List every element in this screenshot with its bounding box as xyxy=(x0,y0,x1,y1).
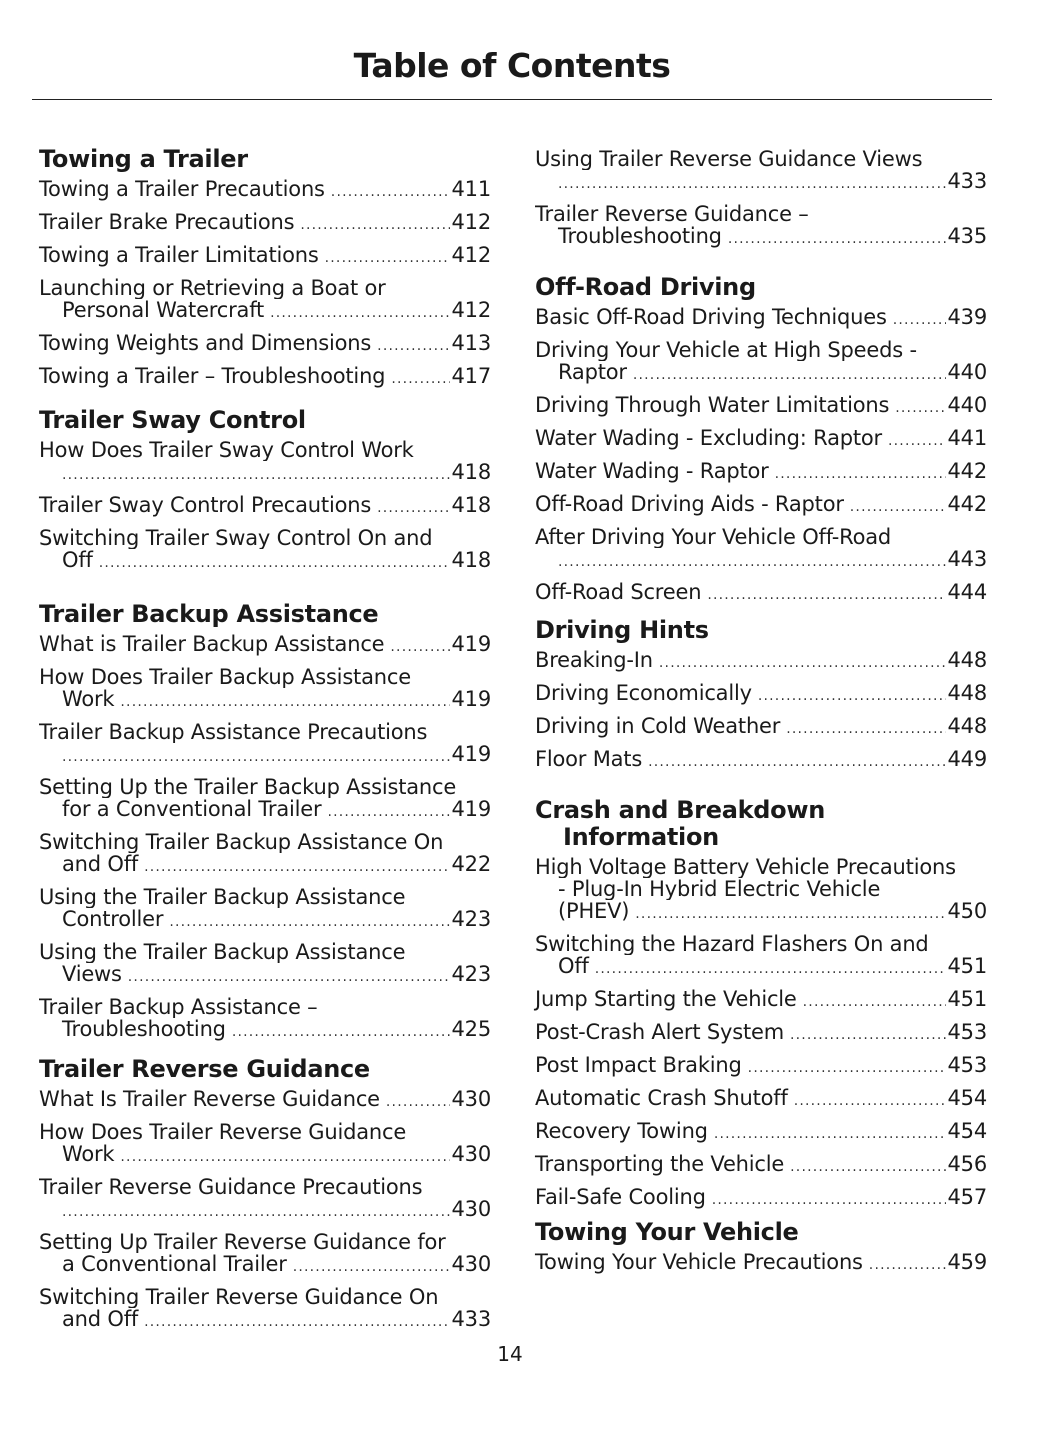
entry-title-line: Driving in Cold Weather xyxy=(535,714,781,738)
toc-entry[interactable] xyxy=(39,277,491,324)
toc-entry[interactable] xyxy=(535,988,987,1013)
entry-title-line: Raptor xyxy=(558,360,627,384)
entry-page-number: 419 xyxy=(451,797,491,821)
dot-leader xyxy=(869,1254,946,1276)
entry-title-line: How Does Trailer Reverse Guidance xyxy=(39,1121,407,1143)
entry-title-line: Personal Watercraft xyxy=(62,298,265,322)
dot-leader xyxy=(120,1146,449,1168)
entry-title-line: Water Wading - Excluding: Raptor xyxy=(535,426,882,450)
entry-title-line: Work xyxy=(62,1142,115,1166)
entry-page-number: 439 xyxy=(947,305,987,329)
entry-title-line: What is Trailer Backup Assistance xyxy=(39,632,385,656)
toc-entry[interactable] xyxy=(535,1054,987,1079)
toc-entry[interactable] xyxy=(39,1176,491,1223)
dot-leader xyxy=(331,181,450,203)
toc-entry[interactable] xyxy=(535,649,987,674)
toc-entry[interactable] xyxy=(535,427,987,452)
toc-entry[interactable] xyxy=(535,493,987,518)
dot-leader xyxy=(635,903,945,925)
toc-entry[interactable] xyxy=(535,526,987,573)
toc-entry[interactable] xyxy=(39,494,491,519)
dot-leader xyxy=(325,247,450,269)
toc-entry[interactable] xyxy=(39,1088,491,1113)
entry-title-line: Launching or Retrieving a Boat or xyxy=(39,277,386,299)
section-heading xyxy=(39,407,491,434)
toc-entry[interactable] xyxy=(39,776,491,823)
entry-page-number: 419 xyxy=(451,687,491,711)
entry-page-number: 443 xyxy=(947,547,987,571)
entry-title-line: - Plug-In Hybrid Electric Vehicle xyxy=(558,878,881,900)
entry-title-line: Off-Road Driving Aids - Raptor xyxy=(535,492,844,516)
toc-entry[interactable] xyxy=(535,1153,987,1178)
section-heading xyxy=(535,797,987,851)
entry-page-number: 448 xyxy=(947,648,987,672)
entry-title-line: Towing a Trailer – Troubleshooting xyxy=(39,364,386,388)
title-divider xyxy=(32,99,992,100)
toc-section xyxy=(535,274,987,614)
dot-leader xyxy=(62,464,450,486)
entry-page-number: 418 xyxy=(451,460,491,484)
toc-section xyxy=(39,601,491,1051)
entry-title-line: Trailer Reverse Guidance Precautions xyxy=(39,1176,423,1198)
dot-leader xyxy=(595,958,946,980)
entry-page-number: 412 xyxy=(451,210,491,234)
dot-leader xyxy=(648,751,945,773)
entry-page-number: 423 xyxy=(451,962,491,986)
entry-page-number: 440 xyxy=(947,393,987,417)
toc-entry[interactable] xyxy=(535,933,987,980)
toc-section xyxy=(39,146,491,398)
entry-title-line: Trailer Backup Assistance – xyxy=(39,996,318,1018)
entry-title-line: Transporting the Vehicle xyxy=(535,1152,785,1176)
page-title: Table of Contents xyxy=(353,46,671,85)
entry-title-line: Driving Through Water Limitations xyxy=(535,393,890,417)
entry-title-line: Floor Mats xyxy=(535,747,643,771)
toc-entry[interactable] xyxy=(535,748,987,773)
dot-leader xyxy=(790,1024,946,1046)
toc-entry[interactable] xyxy=(535,581,987,606)
dot-leader xyxy=(895,397,945,419)
entry-title-line: Off xyxy=(62,548,93,572)
entry-title-line: Post Impact Braking xyxy=(535,1053,742,1077)
toc-section xyxy=(39,1056,491,1341)
dot-leader xyxy=(169,911,449,933)
entry-page-number: 459 xyxy=(947,1250,987,1274)
toc-entry[interactable] xyxy=(535,148,987,195)
dot-leader xyxy=(120,691,449,713)
entry-title-line: Water Wading - Raptor xyxy=(535,459,769,483)
entry-page-number: 433 xyxy=(451,1307,491,1331)
entry-title-line: Controller xyxy=(62,907,164,931)
page-number: 14 xyxy=(497,1342,523,1366)
entry-title-line: High Voltage Battery Vehicle Precautions xyxy=(535,856,956,878)
entry-title-line: Recovery Towing xyxy=(535,1119,708,1143)
entry-title-line: a Conventional Trailer xyxy=(62,1252,287,1276)
section-heading-line: Towing a Trailer xyxy=(39,145,248,173)
entry-title-line: What Is Trailer Reverse Guidance xyxy=(39,1087,380,1111)
entry-page-number: 444 xyxy=(947,580,987,604)
dot-leader xyxy=(558,551,946,573)
entry-title-line: Using the Trailer Backup Assistance xyxy=(39,886,406,908)
dot-leader xyxy=(62,1201,450,1223)
dot-leader xyxy=(293,1256,450,1278)
entry-title-line: Switching the Hazard Flashers On and xyxy=(535,933,929,955)
toc-entry[interactable] xyxy=(535,203,987,250)
entry-page-number: 418 xyxy=(451,493,491,517)
toc-section xyxy=(39,407,491,582)
dot-leader xyxy=(633,364,946,386)
entry-title-line: Setting Up Trailer Reverse Guidance for xyxy=(39,1231,446,1253)
entry-page-number: 423 xyxy=(451,907,491,931)
dot-leader xyxy=(707,584,945,606)
section-heading xyxy=(39,601,491,628)
dot-leader xyxy=(850,496,946,518)
entry-title-line: Driving Your Vehicle at High Speeds - xyxy=(535,339,917,361)
toc-entry[interactable] xyxy=(39,211,491,236)
dot-leader xyxy=(391,368,449,390)
entry-title-line: Using Trailer Reverse Guidance Views xyxy=(535,148,923,170)
entry-title-line: Switching Trailer Reverse Guidance On xyxy=(39,1286,439,1308)
entry-title-line: Work xyxy=(62,687,115,711)
dot-leader xyxy=(377,497,449,519)
section-heading xyxy=(535,274,987,301)
entry-page-number: 430 xyxy=(451,1142,491,1166)
toc-section xyxy=(535,148,987,258)
entry-page-number: 454 xyxy=(947,1119,987,1143)
toc-entry[interactable] xyxy=(39,1231,491,1278)
dot-leader xyxy=(327,801,449,823)
toc-section xyxy=(535,797,987,1219)
entry-page-number: 453 xyxy=(947,1053,987,1077)
toc-entry[interactable] xyxy=(39,178,491,203)
entry-title-line: Views xyxy=(62,962,122,986)
entry-title-line: Off-Road Screen xyxy=(535,580,702,604)
dot-leader xyxy=(775,463,946,485)
dot-leader xyxy=(128,966,450,988)
entry-title-line: Breaking-In xyxy=(535,648,653,672)
toc-entry[interactable] xyxy=(535,1021,987,1046)
dot-leader xyxy=(144,1311,449,1333)
toc-section xyxy=(535,617,987,781)
entry-page-number: 412 xyxy=(451,298,491,322)
dot-leader xyxy=(144,856,449,878)
toc-entry[interactable] xyxy=(535,460,987,485)
entry-title-line: Switching Trailer Sway Control On and xyxy=(39,527,433,549)
entry-title-line: Basic Off-Road Driving Techniques xyxy=(535,305,887,329)
entry-title-line: Towing a Trailer Precautions xyxy=(39,177,325,201)
entry-page-number: 435 xyxy=(947,224,987,248)
toc-entry[interactable] xyxy=(39,365,491,390)
entry-title-line: Trailer Sway Control Precautions xyxy=(39,493,372,517)
entry-title-line: Troubleshooting xyxy=(558,224,722,248)
dot-leader xyxy=(377,335,449,357)
toc-entry[interactable] xyxy=(39,1121,491,1168)
section-heading xyxy=(535,1219,987,1246)
toc-entry[interactable] xyxy=(535,856,987,925)
entry-page-number: 430 xyxy=(451,1197,491,1221)
entry-title-line: Towing Weights and Dimensions xyxy=(39,331,372,355)
toc-entry[interactable] xyxy=(39,527,491,574)
entry-title-line: After Driving Your Vehicle Off-Road xyxy=(535,526,892,548)
toc-entry[interactable] xyxy=(535,339,987,386)
entry-page-number: 448 xyxy=(947,681,987,705)
entry-title-line: How Does Trailer Backup Assistance xyxy=(39,666,411,688)
toc-entry[interactable] xyxy=(535,1251,987,1276)
entry-title-line: Fail-Safe Cooling xyxy=(535,1185,706,1209)
entry-page-number: 451 xyxy=(947,954,987,978)
section-heading xyxy=(535,617,987,644)
dot-leader xyxy=(62,746,450,768)
section-heading-line: Off-Road Driving xyxy=(535,273,756,301)
entry-page-number: 442 xyxy=(947,492,987,516)
section-heading-line: Trailer Reverse Guidance xyxy=(39,1055,370,1083)
entry-page-number: 412 xyxy=(451,243,491,267)
toc-entry[interactable] xyxy=(39,666,491,713)
entry-title-line: Towing a Trailer Limitations xyxy=(39,243,319,267)
toc-entry[interactable] xyxy=(39,831,491,878)
entry-page-number: 417 xyxy=(451,364,491,388)
entry-page-number: 425 xyxy=(451,1017,491,1041)
section-heading-line: Information xyxy=(563,823,719,851)
entry-page-number: 441 xyxy=(947,426,987,450)
entry-title-line: Off xyxy=(558,954,589,978)
dot-leader xyxy=(893,309,946,331)
section-heading-line: Driving Hints xyxy=(535,616,709,644)
toc-entry[interactable] xyxy=(39,941,491,988)
entry-title-line: Trailer Brake Precautions xyxy=(39,210,295,234)
dot-leader xyxy=(803,991,946,1013)
dot-leader xyxy=(300,214,449,236)
toc-entry[interactable] xyxy=(39,886,491,933)
toc-entry[interactable] xyxy=(39,244,491,269)
entry-title-line: How Does Trailer Sway Control Work xyxy=(39,439,414,461)
entry-page-number: 411 xyxy=(451,177,491,201)
dot-leader xyxy=(659,652,946,674)
toc-entry[interactable] xyxy=(535,394,987,419)
dot-leader xyxy=(758,685,946,707)
entry-page-number: 449 xyxy=(947,747,987,771)
toc-section xyxy=(535,1219,987,1284)
entry-page-number: 413 xyxy=(451,331,491,355)
toc-entry[interactable] xyxy=(39,1286,491,1333)
entry-title-line: Towing Your Vehicle Precautions xyxy=(535,1250,863,1274)
toc-entry[interactable] xyxy=(39,439,491,486)
entry-page-number: 442 xyxy=(947,459,987,483)
toc-entry[interactable] xyxy=(535,682,987,707)
section-heading-line: Towing Your Vehicle xyxy=(535,1218,799,1246)
toc-entry[interactable] xyxy=(535,306,987,331)
entry-title-line: (PHEV) xyxy=(558,899,630,923)
dot-leader xyxy=(386,1091,450,1113)
dot-leader xyxy=(390,636,449,658)
entry-title-line: and Off xyxy=(62,1307,139,1331)
entry-title-line: Setting Up the Trailer Backup Assistance xyxy=(39,776,457,798)
dot-leader xyxy=(712,1189,946,1211)
entry-title-line: and Off xyxy=(62,852,139,876)
dot-leader xyxy=(748,1057,946,1079)
entry-title-line: Driving Economically xyxy=(535,681,752,705)
dot-leader xyxy=(794,1090,946,1112)
toc-entry[interactable] xyxy=(39,721,491,768)
dot-leader xyxy=(728,228,946,250)
dot-leader xyxy=(558,173,946,195)
entry-page-number: 430 xyxy=(451,1087,491,1111)
entry-page-number: 456 xyxy=(947,1152,987,1176)
dot-leader xyxy=(99,552,450,574)
toc-entry[interactable] xyxy=(39,332,491,357)
entry-page-number: 457 xyxy=(947,1185,987,1209)
toc-entry[interactable] xyxy=(39,996,491,1043)
dot-leader xyxy=(786,718,945,740)
toc-entry[interactable] xyxy=(535,1186,987,1211)
entry-title-line: for a Conventional Trailer xyxy=(62,797,322,821)
entry-page-number: 433 xyxy=(947,169,987,193)
entry-title-line: Switching Trailer Backup Assistance On xyxy=(39,831,444,853)
dot-leader xyxy=(790,1156,945,1178)
toc-entry[interactable] xyxy=(535,1120,987,1145)
entry-page-number: 440 xyxy=(947,360,987,384)
entry-page-number: 451 xyxy=(947,987,987,1011)
section-heading-line: Trailer Backup Assistance xyxy=(39,600,379,628)
entry-title-line: Using the Trailer Backup Assistance xyxy=(39,941,406,963)
toc-entry[interactable] xyxy=(39,633,491,658)
entry-page-number: 448 xyxy=(947,714,987,738)
entry-page-number: 419 xyxy=(451,632,491,656)
entry-page-number: 430 xyxy=(451,1252,491,1276)
entry-title-line: Automatic Crash Shutoff xyxy=(535,1086,788,1110)
entry-title-line: Post-Crash Alert System xyxy=(535,1020,784,1044)
section-heading xyxy=(39,1056,491,1083)
toc-entry[interactable] xyxy=(535,1087,987,1112)
entry-title-line: Jump Starting the Vehicle xyxy=(535,987,797,1011)
entry-page-number: 454 xyxy=(947,1086,987,1110)
entry-page-number: 422 xyxy=(451,852,491,876)
dot-leader xyxy=(714,1123,946,1145)
section-heading-line: Trailer Sway Control xyxy=(39,406,306,434)
section-heading xyxy=(39,146,491,173)
entry-title-line: Trailer Reverse Guidance – xyxy=(535,203,809,225)
section-heading-line: Crash and Breakdown xyxy=(535,796,825,824)
dot-leader xyxy=(232,1021,450,1043)
entry-page-number: 419 xyxy=(451,742,491,766)
dot-leader xyxy=(270,302,449,324)
entry-page-number: 450 xyxy=(947,899,987,923)
entry-page-number: 453 xyxy=(947,1020,987,1044)
entry-title-line: Trailer Backup Assistance Precautions xyxy=(39,721,428,743)
toc-entry[interactable] xyxy=(535,715,987,740)
entry-title-line: Troubleshooting xyxy=(62,1017,226,1041)
dot-leader xyxy=(888,430,946,452)
entry-page-number: 418 xyxy=(451,548,491,572)
